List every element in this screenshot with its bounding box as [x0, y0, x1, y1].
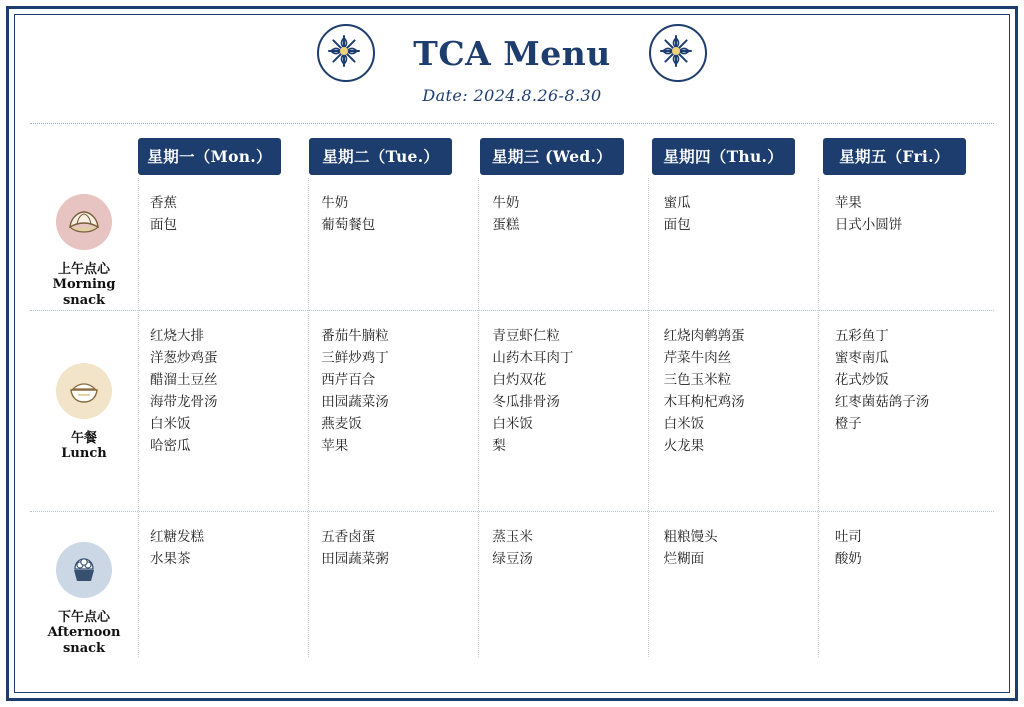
menu-item: 田园蔬菜汤	[321, 394, 389, 409]
menu-item: 白灼双花	[492, 372, 547, 387]
snowflake-icon-right	[649, 24, 707, 82]
menu-item: 白米饭	[150, 416, 191, 431]
menu-item: 蜜瓜	[663, 195, 691, 210]
menu-item: 蒸玉米	[492, 529, 533, 544]
column-divider	[478, 178, 479, 657]
menu-item: 西芹百合	[321, 372, 376, 387]
cell-morning-tue	[309, 178, 480, 310]
menu-item: 红烧肉鹌鹑蛋	[663, 328, 745, 343]
menu-item: 花式炒饭	[834, 372, 889, 387]
meal-row-lunch	[30, 310, 994, 511]
menu-item: 水果茶	[150, 551, 191, 566]
menu-item: 冬瓜排骨汤	[492, 394, 560, 409]
menu-item: 苹果	[834, 195, 862, 210]
column-divider	[648, 178, 649, 657]
menu-item: 哈密瓜	[150, 438, 191, 453]
meal-label-cn-lunch: 午餐	[70, 431, 97, 446]
menu-item: 红糖发糕	[150, 529, 204, 544]
menu-item: 红枣菌菇鸽子汤	[834, 394, 930, 409]
rice-bowl-icon	[56, 363, 112, 419]
cell-morning-wed	[480, 178, 651, 310]
menu-item: 田园蔬菜粥	[321, 551, 389, 566]
cupcake-icon	[56, 542, 112, 598]
cell-afternoon-mon	[138, 512, 309, 657]
cell-lunch-tue	[309, 311, 480, 511]
menu-item: 面包	[150, 217, 177, 232]
menu-item: 醋溜土豆丝	[150, 372, 218, 387]
menu-item: 火龙果	[663, 438, 705, 453]
menu-item: 五香卤蛋	[321, 529, 376, 544]
menu-item: 青豆虾仁粒	[492, 328, 560, 343]
day-column-tue	[309, 138, 480, 175]
menu-item: 粗粮馒头	[663, 529, 718, 544]
menu-item: 苹果	[321, 438, 349, 453]
cell-lunch-wed	[480, 311, 651, 511]
header	[30, 24, 994, 120]
menu-item: 酸奶	[834, 551, 862, 566]
menu-item: 香蕉	[150, 195, 177, 210]
meal-label-cn-morning: 上午点心	[57, 262, 110, 277]
meal-row-afternoon-snack	[30, 511, 994, 657]
croissant-icon	[56, 194, 112, 250]
day-header-wed: 星期三 (Wed.）	[480, 138, 623, 175]
meal-label-lunch	[30, 311, 138, 511]
meal-label-en-afternoon-2: snack	[62, 641, 106, 656]
meal-label-cn-afternoon: 下午点心	[57, 610, 110, 625]
cell-lunch-thu	[652, 311, 823, 511]
menu-item: 牛奶	[321, 195, 349, 210]
meal-label-afternoon-snack	[30, 512, 138, 657]
menu-table	[30, 134, 994, 657]
header-divider	[30, 123, 994, 124]
cell-afternoon-tue	[309, 512, 480, 657]
menu-item: 梨	[492, 438, 506, 453]
menu-item: 山药木耳肉丁	[492, 350, 574, 365]
menu-item: 洋葱炒鸡蛋	[150, 350, 218, 365]
menu-item: 五彩鱼丁	[834, 328, 889, 343]
day-column-fri	[823, 138, 994, 175]
menu-item: 葡萄餐包	[321, 217, 376, 232]
column-divider	[138, 178, 139, 657]
cell-morning-thu	[652, 178, 823, 310]
column-divider	[818, 178, 819, 657]
menu-item: 白米饭	[663, 416, 705, 431]
menu-item: 海带龙骨汤	[150, 394, 218, 409]
menu-item: 烂糊面	[663, 551, 705, 566]
page-title: TCA Menu	[413, 33, 611, 73]
menu-item: 红烧大排	[150, 328, 204, 343]
meal-label-en-lunch-1: Lunch	[61, 446, 107, 461]
menu-item: 蛋糕	[492, 217, 520, 232]
snowflake-icon-left	[317, 24, 375, 82]
day-header-fri: 星期五（Fri.）	[823, 138, 966, 175]
day-header-mon: 星期一（Mon.）	[138, 138, 281, 175]
menu-item: 吐司	[834, 529, 862, 544]
menu-item: 三色玉米粒	[663, 372, 732, 387]
menu-item: 白米饭	[492, 416, 533, 431]
cell-afternoon-fri	[823, 512, 994, 657]
menu-item: 橙子	[834, 416, 862, 431]
column-divider	[308, 178, 309, 657]
page-content	[30, 24, 994, 683]
cell-afternoon-wed	[480, 512, 651, 657]
day-column-wed	[480, 138, 651, 175]
meal-label-en-afternoon-1: Afternoon	[47, 625, 121, 640]
cell-morning-fri	[823, 178, 994, 310]
menu-item: 绿豆汤	[492, 551, 533, 566]
day-column-thu	[652, 138, 823, 175]
menu-item: 面包	[663, 217, 691, 232]
menu-item: 番茄牛腩粒	[321, 328, 389, 343]
meal-label-morning-snack	[30, 178, 138, 310]
menu-item: 日式小圆饼	[834, 217, 903, 232]
cell-afternoon-thu	[652, 512, 823, 657]
menu-item: 木耳枸杞鸡汤	[663, 394, 745, 409]
day-header-thu: 星期四（Thu.）	[652, 138, 795, 175]
cell-lunch-mon	[138, 311, 309, 511]
menu-item: 蜜枣南瓜	[834, 350, 889, 365]
day-header-tue: 星期二（Tue.）	[309, 138, 452, 175]
menu-item: 牛奶	[492, 195, 520, 210]
menu-item: 芹菜牛肉丝	[663, 350, 732, 365]
cell-lunch-fri	[823, 311, 994, 511]
menu-date: Date: 2024.8.26-8.30	[422, 86, 602, 105]
day-column-mon	[138, 138, 309, 175]
meal-label-en-morning-1: Morning	[52, 277, 116, 292]
menu-item: 三鲜炒鸡丁	[321, 350, 389, 365]
cell-morning-mon	[138, 178, 309, 310]
table-header-row	[30, 134, 994, 178]
menu-item: 燕麦饭	[321, 416, 362, 431]
meal-label-en-morning-2: snack	[62, 293, 106, 308]
meal-row-morning-snack	[30, 178, 994, 310]
